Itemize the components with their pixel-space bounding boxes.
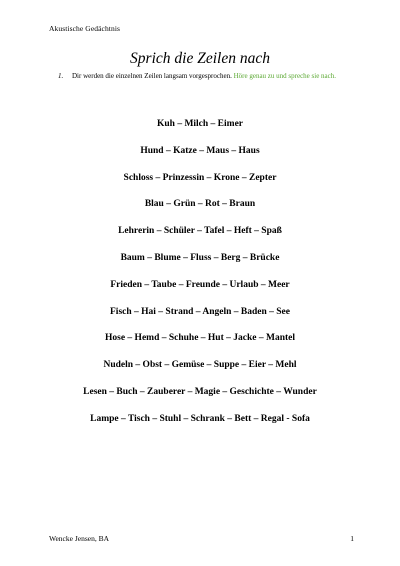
word-lines xyxy=(0,118,400,440)
running-header: Akustische Gedächtnis xyxy=(49,24,121,33)
instruction-number: 1. xyxy=(58,72,64,80)
word-line: Hund – Katze – Maus – Haus xyxy=(140,145,260,156)
instruction-highlight: Höre genau zu und spreche sie nach. xyxy=(233,72,337,80)
word-line: Lampe – Tisch – Stuhl – Schrank – Bett – Regal - Sofa xyxy=(90,413,310,424)
word-line: Schloss – Prinzessin – Krone – Zepter xyxy=(123,172,277,183)
word-line: Hose – Hemd – Schuhe – Hut – Jacke – Mantel xyxy=(105,333,295,344)
page-number: 1 xyxy=(350,534,354,543)
instruction-text-block xyxy=(72,71,358,82)
word-line: Blau – Grün – Rot – Braun xyxy=(144,199,256,210)
word-line: Lesen – Buch – Zauberer – Magie – Geschichte – Wunder xyxy=(83,386,317,397)
page-title: Sprich die Zeilen nach xyxy=(130,50,270,67)
word-line: Kuh – Milch – Eimer xyxy=(156,119,244,129)
instruction-item xyxy=(58,71,358,82)
instruction-text: Dir werden die einzelnen Zeilen langsam vorgesprochen. xyxy=(72,72,232,80)
word-line: Baum – Blume – Fluss – Berg – Brücke xyxy=(120,252,280,263)
word-line: Lehrerin – Schüler – Tafel – Heft – Spaß xyxy=(118,226,282,237)
word-line: Nudeln – Obst – Gemüse – Suppe – Eier – Mehl xyxy=(103,360,297,371)
word-line: Frieden – Taube – Freunde – Urlaub – Meer xyxy=(110,279,290,290)
footer-author: Wencke Jensen, BA xyxy=(49,534,110,543)
word-line: Fisch – Hai – Strand – Angeln – Baden – See xyxy=(110,306,290,317)
